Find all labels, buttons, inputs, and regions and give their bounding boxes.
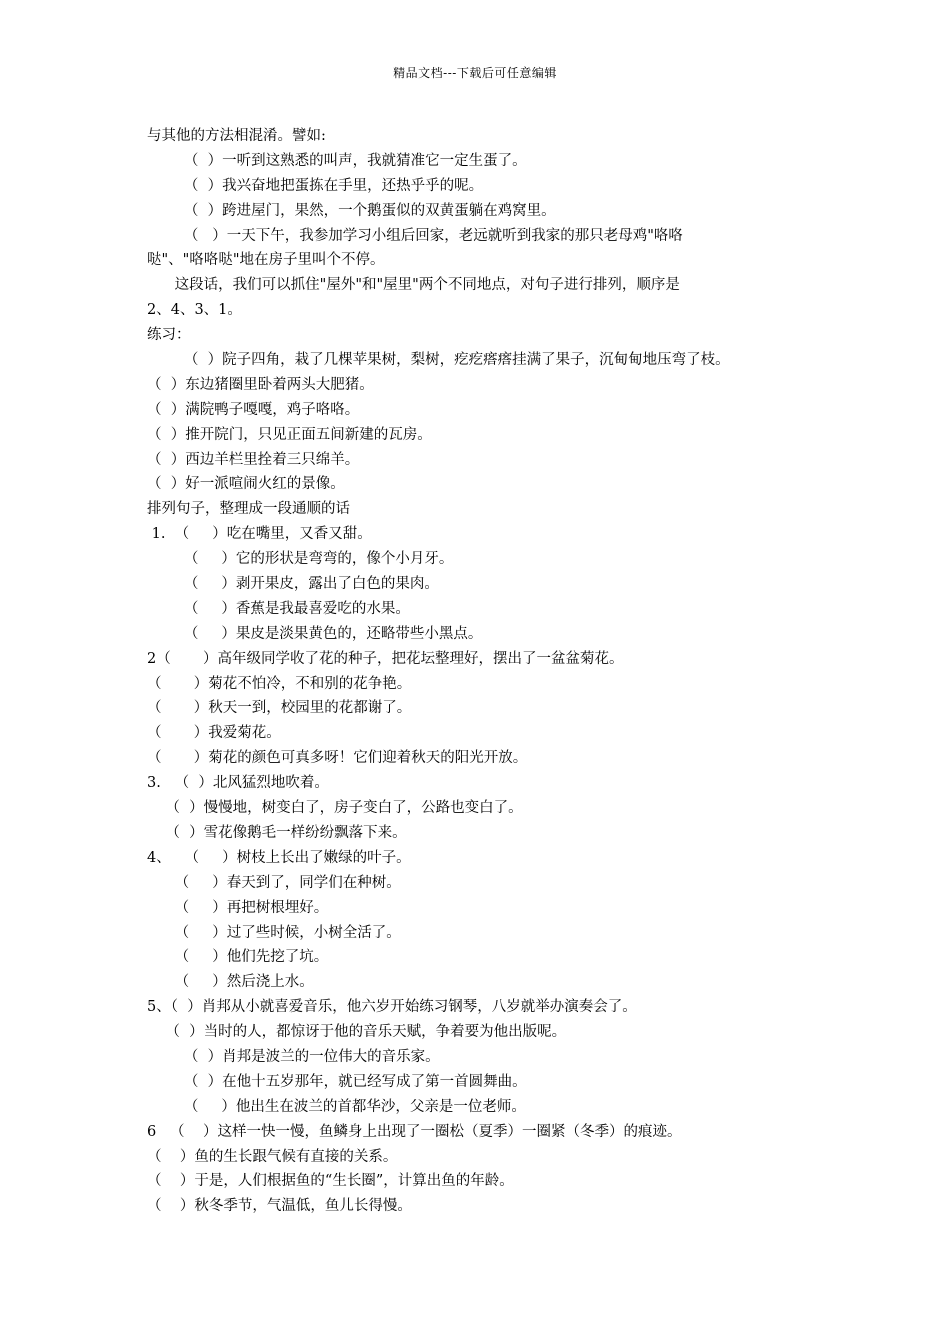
text-line: （ ）跨进屋门，果然，一个鹅蛋似的双黄蛋躺在鸡窝里。: [147, 202, 556, 219]
text-line: 6 （ ）这样一快一慢，鱼鳞身上出现了一圈松（夏季）一圈紧（冬季）的痕迹。: [147, 1123, 682, 1140]
text-line: （ ）慢慢地，树变白了，房子变白了，公路也变白了。: [147, 800, 523, 817]
text-line: 2（ ）高年级同学收了花的种子，把花坛整理好，摆出了一盆盆菊花。: [147, 650, 624, 667]
text-line: 4、 （ ）树枝上长出了嫩绿的叶子。: [147, 849, 411, 866]
text-line: （ ）雪花像鹅毛一样纷纷飘落下来。: [147, 824, 407, 841]
text-line: （ ）我兴奋地把蛋拣在手里，还热乎乎的呢。: [147, 177, 484, 194]
text-line: 练习：: [147, 327, 191, 344]
text-line: （ ）在他十五岁那年，就已经写成了第一首圆舞曲。: [147, 1073, 527, 1090]
text-line: （ ）肖邦是波兰的一位伟大的音乐家。: [147, 1048, 440, 1065]
text-line: 哒"、"咯咯哒"地在房子里叫个不停。: [147, 252, 385, 269]
text-line: 1. （ ）吃在嘴里，又香又甜。: [147, 526, 372, 543]
text-line: （ ）我爱菊花。: [147, 725, 281, 742]
text-line: （ ）推开院门，只见正面五间新建的瓦房。: [147, 426, 432, 443]
text-line: 5、（ ）肖邦从小就喜爱音乐，他六岁开始练习钢琴，八岁就举办演奏会了。: [147, 999, 637, 1016]
text-line: 这段话，我们可以抓住"屋外"和"屋里"两个不同地点，对句子进行排列，顺序是: [147, 277, 680, 294]
text-line: （ ）香蕉是我最喜爱吃的水果。: [147, 600, 410, 617]
text-line: （ ）秋天一到，校园里的花都谢了。: [147, 700, 412, 717]
text-line: 排列句子，整理成一段通顺的话: [147, 501, 350, 518]
text-line: （ ）它的形状是弯弯的，像个小月牙。: [147, 551, 454, 568]
text-line: （ ）他们先挖了坑。: [147, 949, 329, 966]
text-line: （ ）满院鸭子嘎嘎，鸡子咯咯。: [147, 401, 360, 418]
text-line: （ ）当时的人，都惊讶于他的音乐天赋，争着要为他出版呢。: [147, 1024, 567, 1041]
text-line: （ ）一天下午，我参加学习小组后回家，老远就听到我家的那只老母鸡"咯咯: [147, 227, 683, 244]
text-line: （ ）然后浇上水。: [147, 974, 314, 991]
text-line: （ ）好一派喧闹火红的景像。: [147, 476, 345, 493]
text-line: （ ）鱼的生长跟气候有直接的关系。: [147, 1148, 398, 1165]
text-line: （ ）果皮是淡果黄色的，还略带些小黑点。: [147, 625, 483, 642]
text-line: （ ）于是，人们根据鱼的“生长圈”，计算出鱼的年龄。: [147, 1173, 514, 1190]
text-line: 3. （ ）北风猛烈地吹着。: [147, 775, 329, 792]
text-line: （ ）菊花不怕冷，不和别的花争艳。: [147, 675, 412, 692]
text-line: （ ）一听到这熟悉的叫声，我就猜准它一定生蛋了。: [147, 152, 527, 169]
text-line: （ ）东边猪圈里卧着两头大肥猪。: [147, 376, 374, 393]
document-body: [147, 124, 819, 1219]
text-line: （ ）菊花的颜色可真多呀！它们迎着秋天的阳光开放。: [147, 750, 528, 767]
text-line: 与其他的方法相混淆。譬如:: [147, 128, 326, 144]
text-line: （ ）秋冬季节，气温低，鱼儿长得慢。: [147, 1198, 412, 1215]
text-line: （ ）西边羊栏里拴着三只绵羊。: [147, 451, 360, 468]
text-line: （ ）再把树根埋好。: [147, 899, 329, 916]
text-line: （ ）过了些时候，小树全活了。: [147, 924, 401, 941]
text-line: （ ）剥开果皮，露出了白色的果肉。: [147, 576, 439, 593]
text-line: 2、4、3、1。: [147, 302, 242, 319]
text-line: （ ）院子四角，栽了几棵苹果树，梨树，疙疙瘩瘩挂满了果子，沉甸甸地压弯了枝。: [147, 352, 730, 369]
text-line: （ ）他出生在波兰的首都华沙，父亲是一位老师。: [147, 1098, 526, 1115]
page-header: 精品文档---下载后可任意编辑: [393, 66, 557, 80]
text-line: （ ）春天到了，同学们在种树。: [147, 874, 401, 891]
